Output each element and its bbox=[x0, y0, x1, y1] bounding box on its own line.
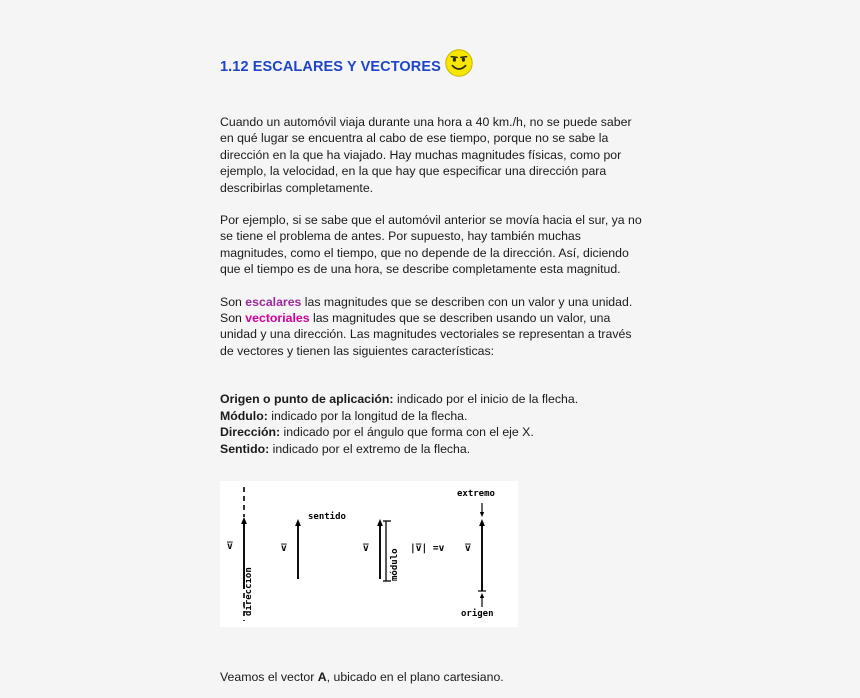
scalar-sentence-suffix: las magnitudes que se describen con un valor y una unidad. bbox=[301, 294, 633, 309]
paragraph-intro: Cuando un automóvil viaja durante una hora a 40 km./h, no se puede saber en qué lugar se encuentra al cabo de ese tiempo, porque no se sabe la dirección en la que ha viajado. Hay muchas magnitudes físicas, como por ejemplo, la velocidad, en la que hay que especificar una dirección para describirlas completamente. bbox=[220, 115, 632, 195]
vector-label-modulo: v̅ bbox=[363, 542, 369, 554]
definition-description: indicado por el inicio de la flecha. bbox=[393, 392, 579, 407]
closing-sentence bbox=[220, 669, 644, 685]
keyword-escalares: escalares bbox=[245, 294, 302, 309]
definition-term: Origen o punto de aplicación: bbox=[220, 392, 394, 407]
vector-sentence-prefix: Son bbox=[220, 311, 246, 326]
definition-description: indicado por el extremo de la flecha. bbox=[269, 441, 471, 456]
scalar-sentence-prefix: Son bbox=[220, 294, 246, 309]
definition-term: Módulo: bbox=[220, 408, 268, 423]
keyword-vectoriales: vectoriales bbox=[245, 311, 310, 326]
definition-item-origen bbox=[220, 391, 644, 407]
vector-diagram-canvas bbox=[220, 481, 518, 627]
document-content bbox=[220, 0, 644, 698]
vector-label-origen-extremo: v̅ bbox=[465, 542, 471, 554]
annotation-origen: origen bbox=[461, 608, 494, 619]
definition-item-modulo bbox=[220, 408, 644, 424]
page-title: 1.12 ESCALARES Y VECTORES bbox=[220, 59, 441, 75]
definition-term: Dirección: bbox=[220, 425, 281, 440]
paragraph-definitions bbox=[220, 294, 644, 360]
annotation-sentido: sentido bbox=[308, 511, 346, 522]
annotation-direccion: dirección bbox=[244, 567, 254, 616]
vector-diagram-svg bbox=[220, 481, 518, 627]
definition-item-sentido bbox=[220, 441, 644, 457]
annotation-modulo: módulo bbox=[390, 548, 400, 581]
closing-prefix: Veamos el vector bbox=[220, 669, 318, 684]
vector-diagram-figure bbox=[220, 481, 518, 627]
paragraph-example: Por ejemplo, si se sabe que el automóvil anterior se movía hacia el sur, ya no se tiene el problema de antes. Por supuesto, hay también muchas magnitudes, como el tiempo, que no depende de la dirección. Así, diciendo que el tiempo es de una hora, se describe completamente esta magnitud. bbox=[220, 213, 642, 277]
closing-suffix: , ubicado en el plano cartesiano. bbox=[326, 669, 504, 684]
formula-modulo: |v̅| =v bbox=[410, 542, 445, 554]
definition-item-direccion bbox=[220, 424, 644, 440]
definition-description: indicado por el ángulo que forma con el eje X. bbox=[280, 425, 534, 440]
vector-sentence-suffix: las magnitudes que se describen usando un valor, una unidad y una dirección. Las magnitudes vectoriales se representan a través de vectores y tienen las siguientes características: bbox=[220, 311, 632, 358]
annotation-extremo: extremo bbox=[457, 488, 495, 499]
title-row bbox=[220, 48, 644, 82]
definition-term: Sentido: bbox=[220, 441, 270, 456]
vector-characteristics-list bbox=[220, 391, 644, 457]
smiley-face-icon bbox=[444, 48, 474, 78]
definition-description: indicado por la longitud de la flecha. bbox=[267, 408, 468, 423]
vector-label-sentido: v̅ bbox=[281, 542, 287, 554]
closing-vector-name: A bbox=[317, 669, 327, 684]
vector-label-direccion: v̅ bbox=[227, 540, 233, 552]
